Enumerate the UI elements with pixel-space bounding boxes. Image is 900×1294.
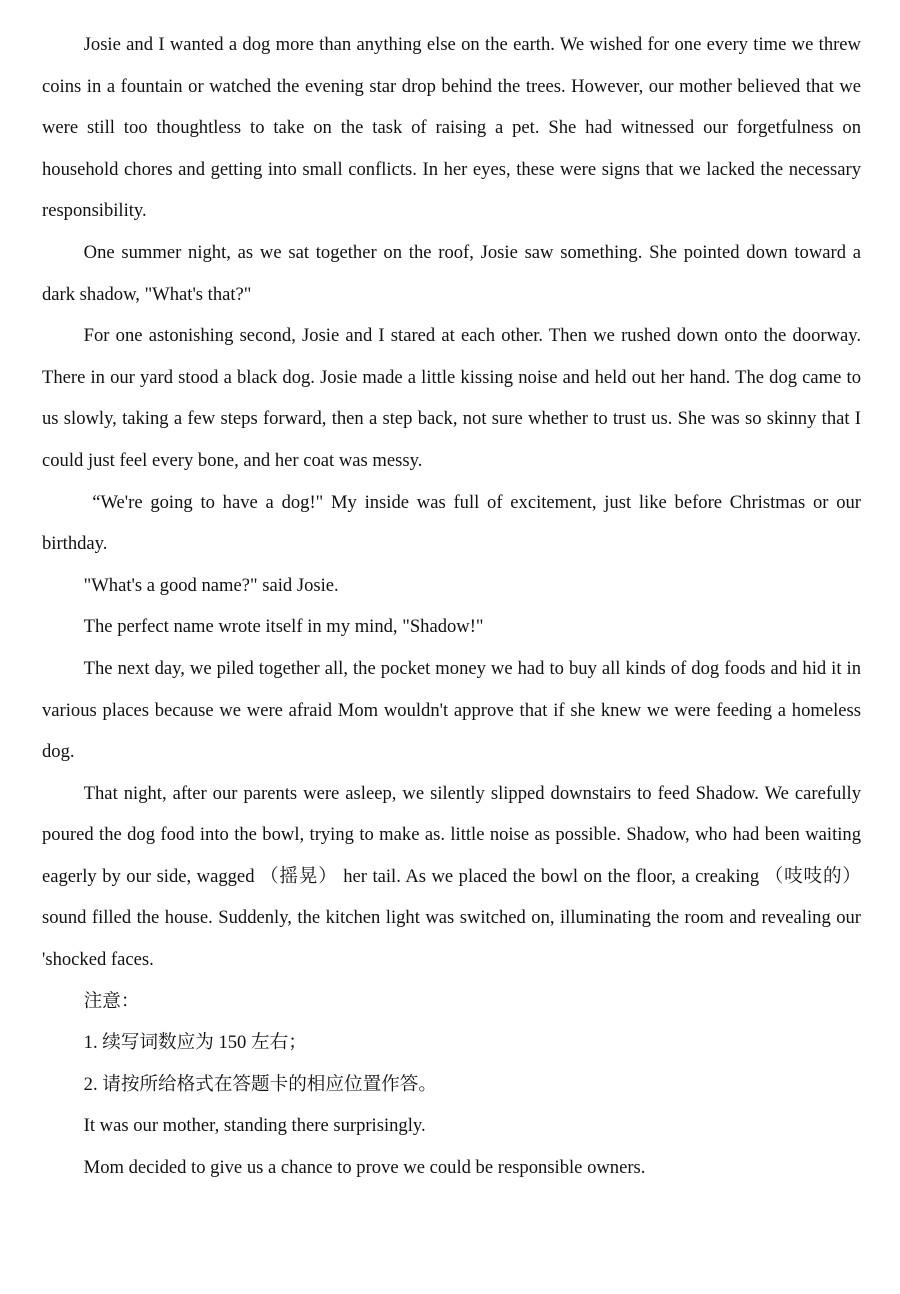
story-paragraph-8: That night, after our parents were asleep, we silently slipped downstairs to feed Shadow. We carefully poured the dog food into the bowl, trying to make as. little noise as possible. Shadow, who had been waiting eagerly by our side, wagged （摇晃） her tail. As we placed the bowl on the floor, a creaking （吱吱的） sound filled the house. Suddenly, the kitchen light was switched on, illuminating the room and revealing our 'shocked faces. [42, 782, 861, 971]
notes-item-2: 2. 请按所给格式在答题卡的相应位置作答。 [83, 1073, 437, 1095]
story-paragraph-3: For one astonishing second, Josie and I stared at each other. Then we rushed down onto the doorway. There in our yard stood a black dog. Josie made a little kissing noise and held out her hand. The dog came to us slowly, taking a few steps forward, then a step back, not sure whether to trust us. She was so skinny that I could just feel every bone, and her coat was messy. [42, 325, 861, 471]
story-paragraph-7: The next day, we piled together all, the pocket money we had to buy all kinds of dog foods and hid it in various places because we were afraid Mom wouldn't approve that if she knew we were feeding a homeless dog. [42, 657, 861, 763]
prompt-sentence-2: Mom decided to give us a chance to prove we could be responsible owners. [83, 1157, 646, 1179]
story-paragraph-2: One summer night, as we sat together on the roof, Josie saw something. She pointed down toward a dark shadow, "What's that?" [42, 241, 861, 305]
story-paragraph-6: The perfect name wrote itself in my mind, "Shadow!" [83, 616, 484, 638]
notes-heading: 注意： [83, 990, 140, 1012]
prompt-sentence-1: It was our mother, standing there surprisingly. [83, 1115, 426, 1137]
story-paragraph-1: Josie and I wanted a dog more than anything else on the earth. We wished for one every time we threw coins in a fountain or watched the evening star drop behind the trees. However, our mother believed that we were still too thoughtless to take on the task of raising a pet. She had witnessed our forgetfulness on household chores and getting into small conflicts. In her eyes, these were signs that we lacked the necessary responsibility. [42, 34, 861, 222]
story-paragraph-5: "What's a good name?" said Josie. [83, 574, 339, 596]
notes-item-1: 1. 续写词数应为 150 左右； [83, 1032, 307, 1054]
document-page [42, 24, 861, 1189]
story-paragraph-4: “We're going to have a dog!" My inside was full of excitement, just like before Christmas or our birthday. [42, 491, 861, 555]
